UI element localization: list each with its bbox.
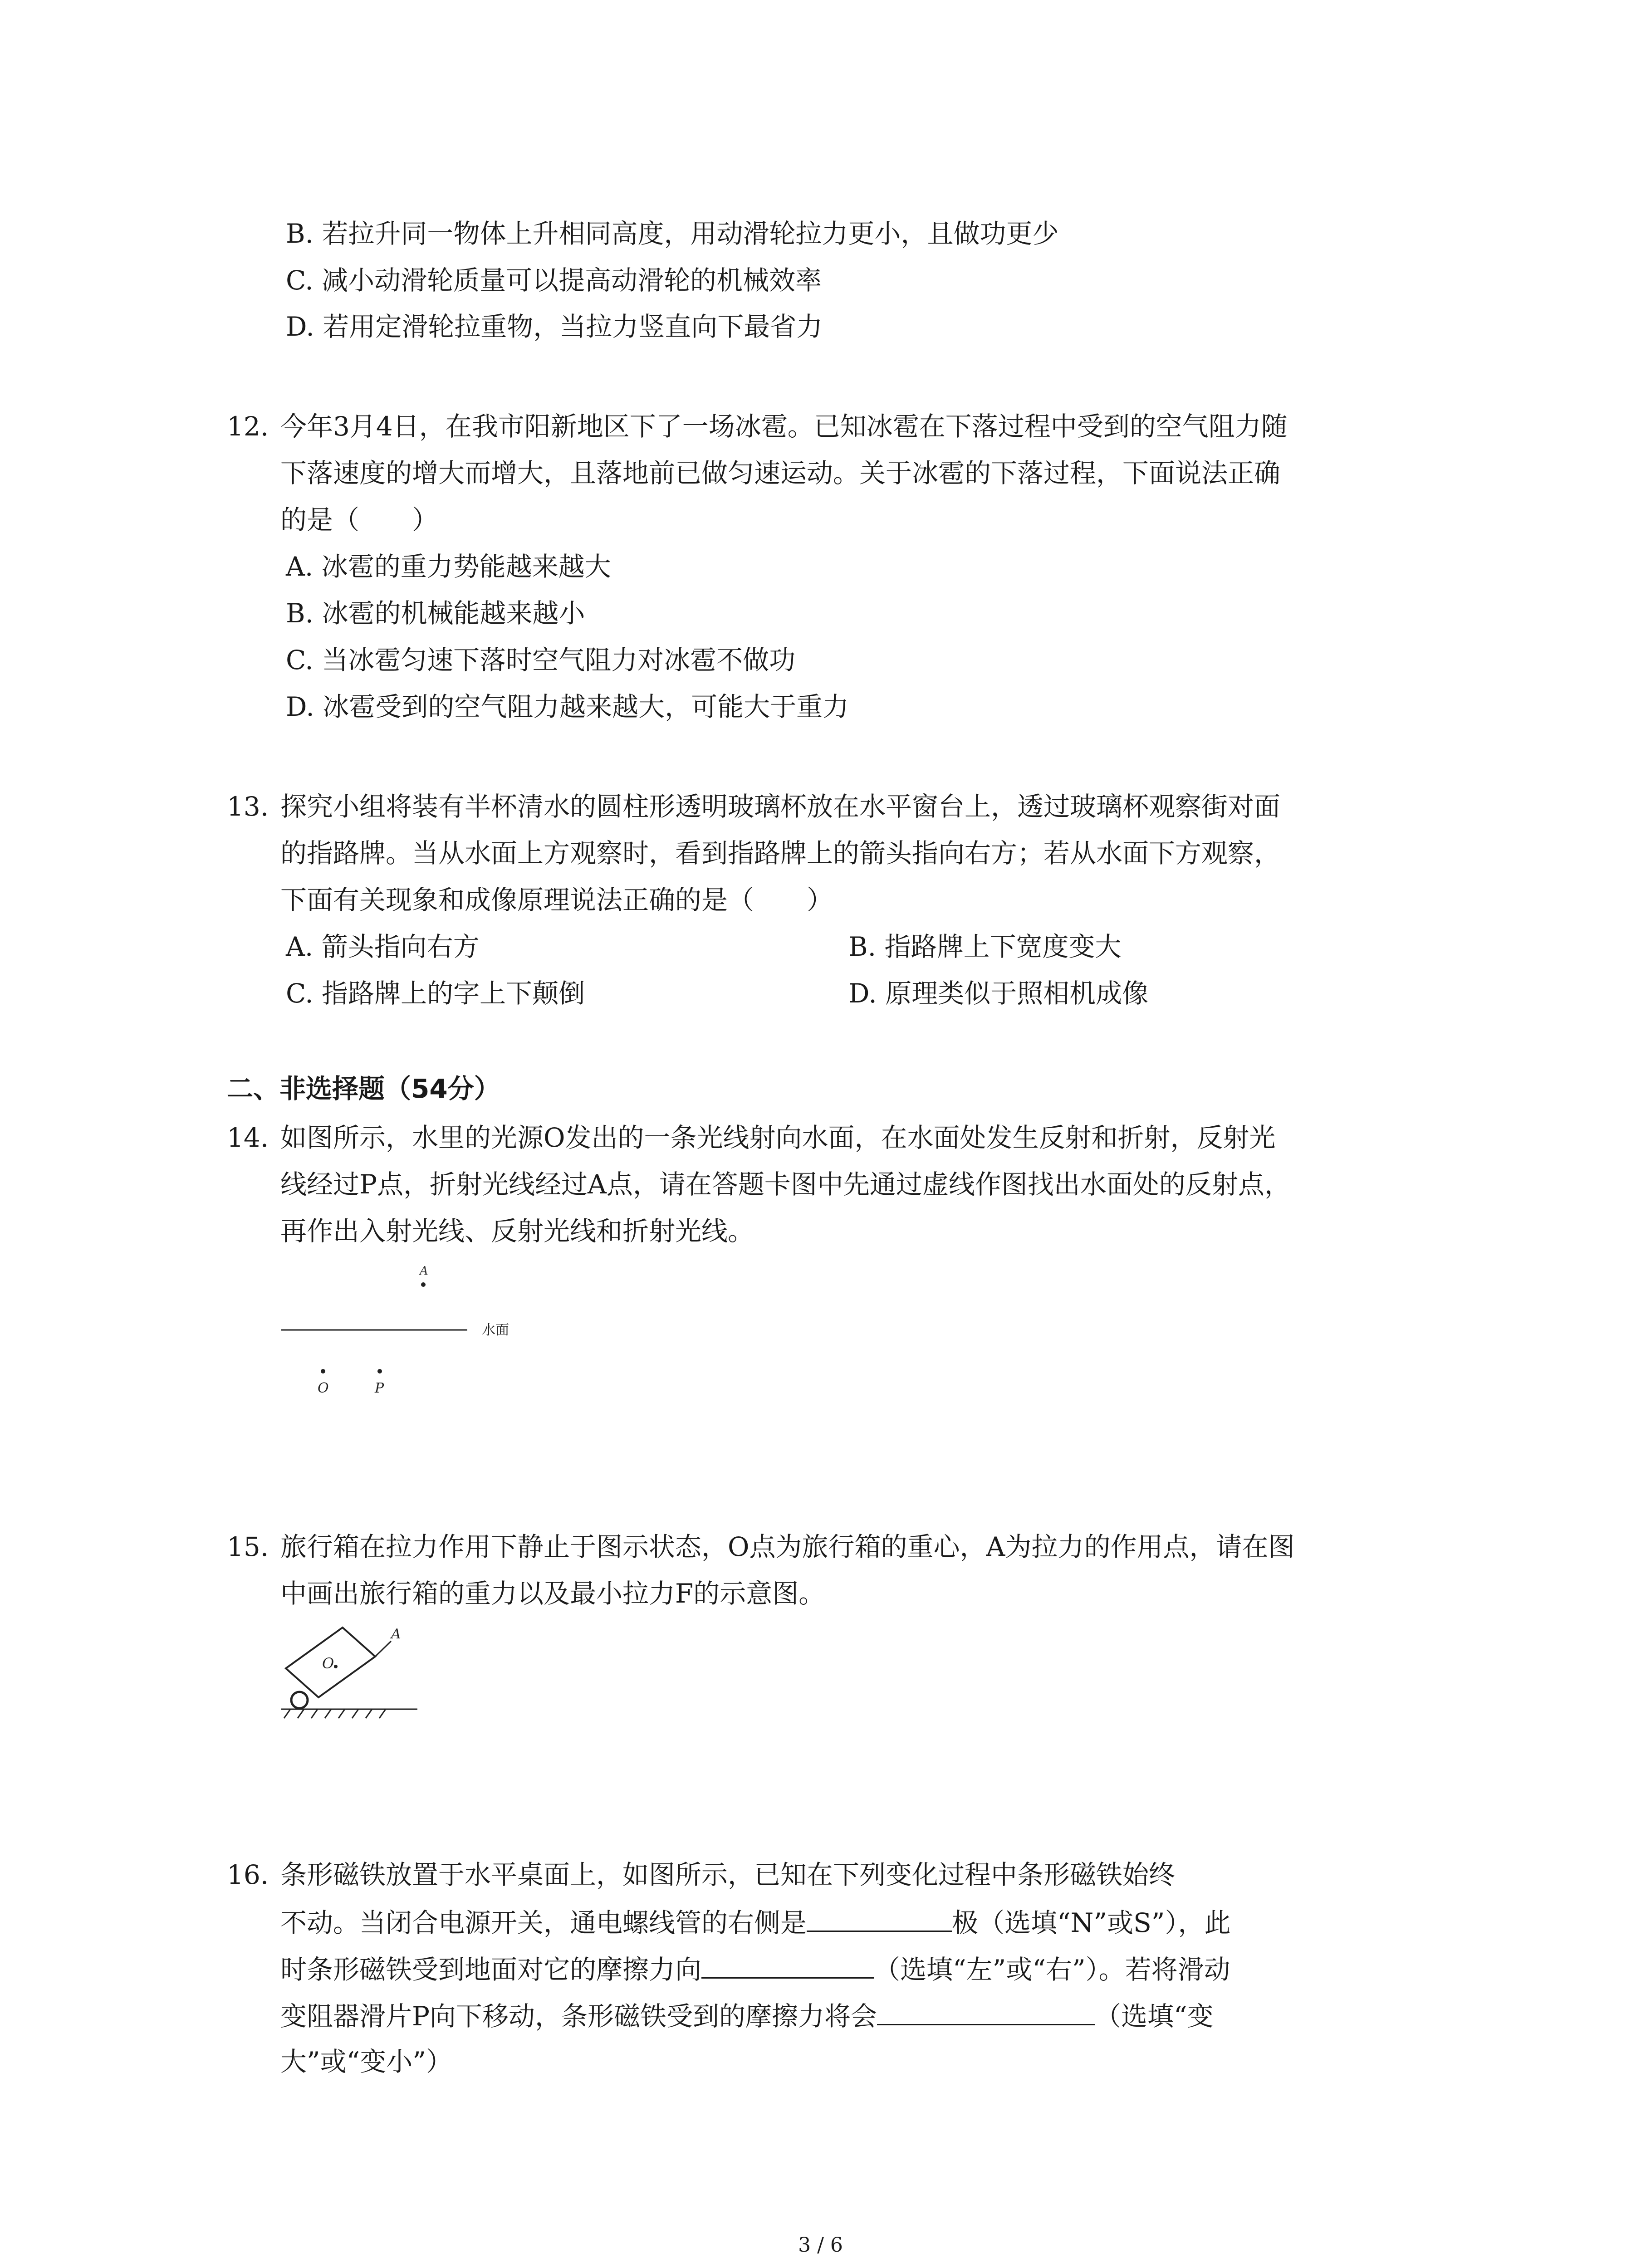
q12-option-b: B. 冰雹的机械能越来越小	[286, 598, 585, 629]
q16-line4-text-b: （选填“变	[1095, 2001, 1214, 2032]
q16-line3	[280, 1950, 1230, 1988]
q11-option-d: D. 若用定滑轮拉重物，当拉力竖直向下最省力	[286, 311, 823, 342]
q16-line4	[280, 1997, 1214, 2034]
q14-number: 14.	[227, 1122, 269, 1153]
q15-figure	[272, 1619, 481, 1724]
section-heading: 二、非选择题（54分）	[227, 1073, 500, 1104]
page-number: 3 / 6	[798, 2234, 843, 2257]
q16-line2	[280, 1903, 1230, 1941]
q16-line2-text-b: 极（选填“N”或S”），此	[952, 1907, 1231, 1938]
q16-line5: 大”或“变小”）	[280, 2046, 452, 2077]
q13-option-a: A. 箭头指向右方	[286, 931, 480, 962]
q16-line2-text-a: 不动。当闭合电源开关，通电螺线管的右侧是	[280, 1907, 807, 1938]
q16-blank-friction-change[interactable]	[877, 1997, 1095, 2025]
q15-number: 15.	[227, 1531, 269, 1562]
q16-blank-friction-direction[interactable]	[701, 1950, 874, 1979]
q16-line3-text-b: （选填“左”或“右”）。若将滑动	[874, 1954, 1230, 1985]
q15-point-o	[334, 1665, 338, 1668]
q16-line1: 条形磁铁放置于水平桌面上，如图所示，已知在下列变化过程中条形磁铁始终	[280, 1859, 1176, 1890]
q13-option-d: D. 原理类似于照相机成像	[848, 978, 1149, 1009]
q15-ground-hatch	[284, 1709, 386, 1718]
q16-line4-text-a: 变阻器滑片P向下移动，条形磁铁受到的摩擦力将会	[280, 2001, 877, 2032]
q15-wheel	[291, 1692, 308, 1708]
q15-stem-line1: 旅行箱在拉力作用下静止于图示状态，O点为旅行箱的重心，A为拉力的作用点，请在图	[280, 1531, 1295, 1562]
q13-stem-line1: 探究小组将装有半杯清水的圆柱形透明玻璃杯放在水平窗台上，透过玻璃杯观察街对面	[280, 791, 1281, 822]
q16-number: 16.	[227, 1859, 269, 1890]
q12-option-c: C. 当冰雹匀速下落时空气阻力对冰雹不做功	[286, 645, 796, 675]
q12-option-a: A. 冰雹的重力势能越来越大	[286, 551, 611, 582]
q14-label-o: O	[318, 1380, 329, 1396]
q14-stem-line1: 如图所示，水里的光源O发出的一条光线射向水面，在水面处发生反射和折射，反射光	[280, 1122, 1276, 1153]
q13-option-b: B. 指路牌上下宽度变大	[848, 931, 1122, 962]
q14-stem-line3: 再作出入射光线、反射光线和折射光线。	[280, 1216, 754, 1246]
q12-stem-line2: 下落速度的增大而增大，且落地前已做匀速运动。关于冰雹的下落过程，下面说法正确	[280, 458, 1281, 489]
q15-stem-line2: 中画出旅行箱的重力以及最小拉力F的示意图。	[280, 1578, 825, 1609]
q13-number: 13.	[227, 791, 269, 822]
q13-stem-line3: 下面有关现象和成像原理说法正确的是（ ）	[280, 885, 833, 915]
q15-label-o: O	[322, 1655, 334, 1672]
q15-handle	[375, 1641, 391, 1657]
q12-number: 12.	[227, 411, 269, 442]
q13-stem-line2: 的指路牌。当从水面上方观察时，看到指路牌上的箭头指向右方；若从水面下方观察，	[280, 838, 1281, 869]
q14-point-o	[321, 1369, 325, 1374]
q16-line3-text-a: 时条形磁铁受到地面对它的摩擦力向	[280, 1954, 702, 1985]
q14-stem-line2: 线经过P点，折射光线经过A点，请在答题卡图中先通过虚线作图找出水面处的反射点，	[280, 1169, 1291, 1200]
q14-label-p: P	[375, 1380, 384, 1396]
q14-water-label: 水面	[482, 1322, 509, 1338]
q15-label-a: A	[391, 1626, 401, 1642]
q12-stem-line1: 今年3月4日，在我市阳新地区下了一场冰雹。已知冰雹在下落过程中受到的空气阻力随	[280, 411, 1288, 442]
q13-option-c: C. 指路牌上的字上下颠倒	[286, 978, 585, 1009]
q14-figure	[272, 1256, 590, 1402]
q11-option-c: C. 减小动滑轮质量可以提高动滑轮的机械效率	[286, 265, 822, 296]
q11-option-b: B. 若拉升同一物体上升相同高度，用动滑轮拉力更小，且做功更少	[286, 218, 1059, 249]
q12-stem-line3: 的是（ ）	[280, 504, 439, 535]
q14-point-p	[377, 1369, 382, 1374]
q16-blank-pole[interactable]	[807, 1903, 952, 1932]
q14-label-a: A	[420, 1264, 428, 1278]
q12-option-d: D. 冰雹受到的空气阻力越来越大，可能大于重力	[286, 691, 849, 722]
q14-point-a	[421, 1282, 426, 1287]
